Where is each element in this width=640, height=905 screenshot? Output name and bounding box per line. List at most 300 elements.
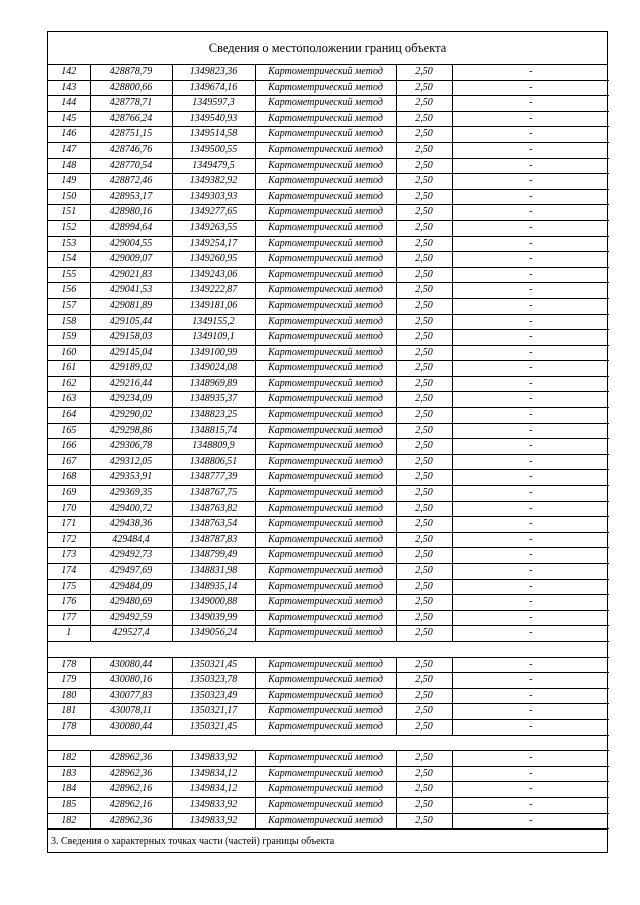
method-cell: Картометрический метод <box>255 595 396 611</box>
table-row <box>48 439 609 455</box>
description-cell: - <box>452 252 609 268</box>
method-cell: Картометрический метод <box>255 564 396 580</box>
description-cell: - <box>452 80 609 96</box>
table-row <box>48 111 609 127</box>
description-cell: - <box>452 96 609 112</box>
x-coordinate-cell: 428746,76 <box>90 142 172 158</box>
point-number-cell: 184 <box>48 782 90 798</box>
accuracy-cell: 2,50 <box>396 205 452 221</box>
table-row <box>48 782 609 798</box>
method-cell: Картометрический метод <box>255 298 396 314</box>
method-cell: Картометрический метод <box>255 813 396 829</box>
method-cell: Картометрический метод <box>255 392 396 408</box>
y-coordinate-cell: 1348823,25 <box>172 408 255 424</box>
table-row <box>48 610 609 626</box>
description-cell: - <box>452 704 609 720</box>
accuracy-cell: 2,50 <box>396 298 452 314</box>
accuracy-cell: 2,50 <box>396 470 452 486</box>
y-coordinate-cell: 1349833,92 <box>172 751 255 767</box>
accuracy-cell: 2,50 <box>396 330 452 346</box>
description-cell: - <box>452 486 609 502</box>
x-coordinate-cell: 428962,36 <box>90 751 172 767</box>
x-coordinate-cell: 429041,53 <box>90 283 172 299</box>
table-row <box>48 392 609 408</box>
y-coordinate-cell: 1348969,89 <box>172 376 255 392</box>
point-number-cell: 148 <box>48 158 90 174</box>
table-row <box>48 673 609 689</box>
method-cell: Картометрический метод <box>255 704 396 720</box>
point-number-cell: 170 <box>48 501 90 517</box>
point-number-cell: 173 <box>48 548 90 564</box>
accuracy-cell: 2,50 <box>396 579 452 595</box>
accuracy-cell: 2,50 <box>396 704 452 720</box>
x-coordinate-cell: 429492,73 <box>90 548 172 564</box>
point-number-cell: 161 <box>48 361 90 377</box>
point-number-cell: 178 <box>48 719 90 735</box>
x-coordinate-cell: 429492,59 <box>90 610 172 626</box>
point-number-cell: 160 <box>48 345 90 361</box>
x-coordinate-cell: 429369,35 <box>90 486 172 502</box>
accuracy-cell: 2,50 <box>396 142 452 158</box>
description-cell: - <box>452 267 609 283</box>
x-coordinate-cell: 429298,86 <box>90 423 172 439</box>
y-coordinate-cell: 1349382,92 <box>172 174 255 190</box>
accuracy-cell: 2,50 <box>396 158 452 174</box>
description-cell: - <box>452 564 609 580</box>
description-cell: - <box>452 392 609 408</box>
point-number-cell: 159 <box>48 330 90 346</box>
method-cell: Картометрический метод <box>255 486 396 502</box>
method-cell: Картометрический метод <box>255 579 396 595</box>
method-cell: Картометрический метод <box>255 314 396 330</box>
y-coordinate-cell: 1348799,49 <box>172 548 255 564</box>
point-number-cell: 155 <box>48 267 90 283</box>
y-coordinate-cell: 1348815,74 <box>172 423 255 439</box>
x-coordinate-cell: 428953,17 <box>90 189 172 205</box>
x-coordinate-cell: 428800,66 <box>90 80 172 96</box>
y-coordinate-cell: 1348935,37 <box>172 392 255 408</box>
y-coordinate-cell: 1349500,55 <box>172 142 255 158</box>
point-number-cell: 181 <box>48 704 90 720</box>
point-number-cell: 156 <box>48 283 90 299</box>
point-number-cell: 145 <box>48 111 90 127</box>
y-coordinate-cell: 1349263,55 <box>172 220 255 236</box>
point-number-cell: 168 <box>48 470 90 486</box>
table-row <box>48 751 609 767</box>
x-coordinate-cell: 429004,55 <box>90 236 172 252</box>
table-row <box>48 454 609 470</box>
x-coordinate-cell: 430078,11 <box>90 704 172 720</box>
description-cell: - <box>452 595 609 611</box>
description-cell: - <box>452 189 609 205</box>
accuracy-cell: 2,50 <box>396 501 452 517</box>
y-coordinate-cell: 1350321,17 <box>172 704 255 720</box>
y-coordinate-cell: 1349674,16 <box>172 80 255 96</box>
y-coordinate-cell: 1349056,24 <box>172 626 255 642</box>
table-row <box>48 142 609 158</box>
y-coordinate-cell: 1349833,92 <box>172 813 255 829</box>
y-coordinate-cell: 1349834,12 <box>172 766 255 782</box>
y-coordinate-cell: 1349823,36 <box>172 65 255 80</box>
accuracy-cell: 2,50 <box>396 252 452 268</box>
table-row <box>48 158 609 174</box>
table-row <box>48 267 609 283</box>
x-coordinate-cell: 429400,72 <box>90 501 172 517</box>
accuracy-cell: 2,50 <box>396 439 452 455</box>
x-coordinate-cell: 429158,03 <box>90 330 172 346</box>
y-coordinate-cell: 1348935,14 <box>172 579 255 595</box>
accuracy-cell: 2,50 <box>396 782 452 798</box>
point-number-cell: 180 <box>48 688 90 704</box>
x-coordinate-cell: 429234,09 <box>90 392 172 408</box>
y-coordinate-cell: 1349303,93 <box>172 189 255 205</box>
description-cell: - <box>452 345 609 361</box>
table-row <box>48 236 609 252</box>
point-number-cell: 175 <box>48 579 90 595</box>
method-cell: Картометрический метод <box>255 673 396 689</box>
accuracy-cell: 2,50 <box>396 361 452 377</box>
table-row <box>48 548 609 564</box>
table-row <box>48 220 609 236</box>
accuracy-cell: 2,50 <box>396 267 452 283</box>
point-number-cell: 169 <box>48 486 90 502</box>
method-cell: Картометрический метод <box>255 345 396 361</box>
accuracy-cell: 2,50 <box>396 96 452 112</box>
y-coordinate-cell: 1350321,45 <box>172 657 255 673</box>
point-number-cell: 152 <box>48 220 90 236</box>
description-cell: - <box>452 579 609 595</box>
method-cell: Картометрический метод <box>255 626 396 642</box>
method-cell: Картометрический метод <box>255 158 396 174</box>
accuracy-cell: 2,50 <box>396 220 452 236</box>
table-row <box>48 595 609 611</box>
y-coordinate-cell: 1349109,1 <box>172 330 255 346</box>
table-row <box>48 376 609 392</box>
accuracy-cell: 2,50 <box>396 283 452 299</box>
coordinates-table-body <box>48 65 609 829</box>
description-cell: - <box>452 782 609 798</box>
description-cell: - <box>452 439 609 455</box>
x-coordinate-cell: 428872,46 <box>90 174 172 190</box>
table-row <box>48 626 609 642</box>
x-coordinate-cell: 429353,91 <box>90 470 172 486</box>
method-cell: Картометрический метод <box>255 548 396 564</box>
method-cell: Картометрический метод <box>255 267 396 283</box>
y-coordinate-cell: 1349833,92 <box>172 797 255 813</box>
method-cell: Картометрический метод <box>255 111 396 127</box>
description-cell: - <box>452 142 609 158</box>
y-coordinate-cell: 1349834,12 <box>172 782 255 798</box>
accuracy-cell: 2,50 <box>396 813 452 829</box>
x-coordinate-cell: 429105,44 <box>90 314 172 330</box>
x-coordinate-cell: 429021,83 <box>90 267 172 283</box>
description-cell: - <box>452 205 609 221</box>
accuracy-cell: 2,50 <box>396 595 452 611</box>
table-row <box>48 688 609 704</box>
table-row <box>48 470 609 486</box>
description-cell: - <box>452 719 609 735</box>
accuracy-cell: 2,50 <box>396 751 452 767</box>
method-cell: Картометрический метод <box>255 174 396 190</box>
y-coordinate-cell: 1350323,78 <box>172 673 255 689</box>
method-cell: Картометрический метод <box>255 719 396 735</box>
table-row <box>48 189 609 205</box>
description-cell: - <box>452 766 609 782</box>
boundary-sheet <box>47 31 608 853</box>
y-coordinate-cell: 1349000,88 <box>172 595 255 611</box>
y-coordinate-cell: 1349181,06 <box>172 298 255 314</box>
y-coordinate-cell: 1349155,2 <box>172 314 255 330</box>
description-cell: - <box>452 158 609 174</box>
description-cell: - <box>452 657 609 673</box>
point-number-cell: 157 <box>48 298 90 314</box>
x-coordinate-cell: 429081,89 <box>90 298 172 314</box>
point-number-cell: 167 <box>48 454 90 470</box>
y-coordinate-cell: 1349260,95 <box>172 252 255 268</box>
point-number-cell: 142 <box>48 65 90 80</box>
method-cell: Картометрический метод <box>255 408 396 424</box>
method-cell: Картометрический метод <box>255 65 396 80</box>
y-coordinate-cell: 1349039,99 <box>172 610 255 626</box>
method-cell: Картометрический метод <box>255 751 396 767</box>
description-cell: - <box>452 220 609 236</box>
description-cell: - <box>452 454 609 470</box>
table-row <box>48 345 609 361</box>
method-cell: Картометрический метод <box>255 797 396 813</box>
table-row <box>48 298 609 314</box>
x-coordinate-cell: 428994,64 <box>90 220 172 236</box>
accuracy-cell: 2,50 <box>396 564 452 580</box>
y-coordinate-cell: 1348777,39 <box>172 470 255 486</box>
x-coordinate-cell: 429497,69 <box>90 564 172 580</box>
description-cell: - <box>452 797 609 813</box>
method-cell: Картометрический метод <box>255 252 396 268</box>
x-coordinate-cell: 429290,02 <box>90 408 172 424</box>
x-coordinate-cell: 428878,79 <box>90 65 172 80</box>
accuracy-cell: 2,50 <box>396 517 452 533</box>
method-cell: Картометрический метод <box>255 142 396 158</box>
method-cell: Картометрический метод <box>255 657 396 673</box>
y-coordinate-cell: 1349597,3 <box>172 96 255 112</box>
section-separator <box>48 641 609 657</box>
table-row <box>48 65 609 80</box>
table-row <box>48 532 609 548</box>
y-coordinate-cell: 1349024,08 <box>172 361 255 377</box>
accuracy-cell: 2,50 <box>396 80 452 96</box>
accuracy-cell: 2,50 <box>396 111 452 127</box>
y-coordinate-cell: 1348763,54 <box>172 517 255 533</box>
accuracy-cell: 2,50 <box>396 610 452 626</box>
method-cell: Картометрический метод <box>255 80 396 96</box>
method-cell: Картометрический метод <box>255 189 396 205</box>
table-row <box>48 719 609 735</box>
accuracy-cell: 2,50 <box>396 548 452 564</box>
method-cell: Картометрический метод <box>255 454 396 470</box>
x-coordinate-cell: 428962,36 <box>90 766 172 782</box>
y-coordinate-cell: 1349514,58 <box>172 127 255 143</box>
table-row <box>48 501 609 517</box>
y-coordinate-cell: 1348767,75 <box>172 486 255 502</box>
y-coordinate-cell: 1349277,65 <box>172 205 255 221</box>
method-cell: Картометрический метод <box>255 96 396 112</box>
table-row <box>48 205 609 221</box>
description-cell: - <box>452 517 609 533</box>
point-number-cell: 146 <box>48 127 90 143</box>
point-number-cell: 172 <box>48 532 90 548</box>
point-number-cell: 182 <box>48 813 90 829</box>
x-coordinate-cell: 430077,83 <box>90 688 172 704</box>
y-coordinate-cell: 1350321,45 <box>172 719 255 735</box>
table-row <box>48 174 609 190</box>
point-number-cell: 158 <box>48 314 90 330</box>
x-coordinate-cell: 429312,05 <box>90 454 172 470</box>
coordinates-table <box>48 65 609 829</box>
description-cell: - <box>452 548 609 564</box>
x-coordinate-cell: 430080,44 <box>90 657 172 673</box>
x-coordinate-cell: 428962,36 <box>90 813 172 829</box>
method-cell: Картометрический метод <box>255 127 396 143</box>
separator-cell <box>48 641 609 657</box>
description-cell: - <box>452 236 609 252</box>
description-cell: - <box>452 501 609 517</box>
table-row <box>48 252 609 268</box>
point-number-cell: 144 <box>48 96 90 112</box>
separator-cell <box>48 735 609 751</box>
point-number-cell: 171 <box>48 517 90 533</box>
table-row <box>48 517 609 533</box>
accuracy-cell: 2,50 <box>396 408 452 424</box>
point-number-cell: 177 <box>48 610 90 626</box>
point-number-cell: 183 <box>48 766 90 782</box>
point-number-cell: 143 <box>48 80 90 96</box>
accuracy-cell: 2,50 <box>396 423 452 439</box>
accuracy-cell: 2,50 <box>396 127 452 143</box>
accuracy-cell: 2,50 <box>396 65 452 80</box>
y-coordinate-cell: 1348809,9 <box>172 439 255 455</box>
point-number-cell: 163 <box>48 392 90 408</box>
y-coordinate-cell: 1349222,87 <box>172 283 255 299</box>
y-coordinate-cell: 1349254,17 <box>172 236 255 252</box>
point-number-cell: 182 <box>48 751 90 767</box>
table-row <box>48 96 609 112</box>
method-cell: Картометрический метод <box>255 766 396 782</box>
accuracy-cell: 2,50 <box>396 673 452 689</box>
accuracy-cell: 2,50 <box>396 719 452 735</box>
table-row <box>48 423 609 439</box>
x-coordinate-cell: 429484,09 <box>90 579 172 595</box>
point-number-cell: 153 <box>48 236 90 252</box>
table-row <box>48 704 609 720</box>
description-cell: - <box>452 65 609 80</box>
x-coordinate-cell: 429527,4 <box>90 626 172 642</box>
description-cell: - <box>452 330 609 346</box>
table-row <box>48 564 609 580</box>
point-number-cell: 166 <box>48 439 90 455</box>
method-cell: Картометрический метод <box>255 501 396 517</box>
point-number-cell: 165 <box>48 423 90 439</box>
section-footer: 3. Сведения о характерных точках части (частей) границы объекта <box>48 829 607 852</box>
point-number-cell: 149 <box>48 174 90 190</box>
y-coordinate-cell: 1349479,5 <box>172 158 255 174</box>
description-cell: - <box>452 127 609 143</box>
point-number-cell: 151 <box>48 205 90 221</box>
description-cell: - <box>452 361 609 377</box>
description-cell: - <box>452 470 609 486</box>
y-coordinate-cell: 1349100,99 <box>172 345 255 361</box>
accuracy-cell: 2,50 <box>396 486 452 502</box>
accuracy-cell: 2,50 <box>396 454 452 470</box>
accuracy-cell: 2,50 <box>396 345 452 361</box>
method-cell: Картометрический метод <box>255 610 396 626</box>
description-cell: - <box>452 751 609 767</box>
description-cell: - <box>452 298 609 314</box>
method-cell: Картометрический метод <box>255 361 396 377</box>
description-cell: - <box>452 283 609 299</box>
table-row <box>48 330 609 346</box>
point-number-cell: 1 <box>48 626 90 642</box>
y-coordinate-cell: 1348763,82 <box>172 501 255 517</box>
x-coordinate-cell: 429306,78 <box>90 439 172 455</box>
x-coordinate-cell: 429480,69 <box>90 595 172 611</box>
description-cell: - <box>452 111 609 127</box>
method-cell: Картометрический метод <box>255 205 396 221</box>
point-number-cell: 178 <box>48 657 90 673</box>
x-coordinate-cell: 430080,16 <box>90 673 172 689</box>
description-cell: - <box>452 673 609 689</box>
point-number-cell: 147 <box>48 142 90 158</box>
accuracy-cell: 2,50 <box>396 626 452 642</box>
description-cell: - <box>452 376 609 392</box>
point-number-cell: 154 <box>48 252 90 268</box>
method-cell: Картометрический метод <box>255 423 396 439</box>
accuracy-cell: 2,50 <box>396 766 452 782</box>
method-cell: Картометрический метод <box>255 376 396 392</box>
method-cell: Картометрический метод <box>255 532 396 548</box>
description-cell: - <box>452 626 609 642</box>
table-row <box>48 657 609 673</box>
x-coordinate-cell: 429009,07 <box>90 252 172 268</box>
method-cell: Картометрический метод <box>255 782 396 798</box>
x-coordinate-cell: 430080,44 <box>90 719 172 735</box>
x-coordinate-cell: 428980,16 <box>90 205 172 221</box>
table-row <box>48 766 609 782</box>
table-row <box>48 797 609 813</box>
method-cell: Картометрический метод <box>255 470 396 486</box>
description-cell: - <box>452 813 609 829</box>
x-coordinate-cell: 428766,24 <box>90 111 172 127</box>
table-row <box>48 813 609 829</box>
description-cell: - <box>452 688 609 704</box>
x-coordinate-cell: 429189,02 <box>90 361 172 377</box>
accuracy-cell: 2,50 <box>396 314 452 330</box>
x-coordinate-cell: 428751,15 <box>90 127 172 143</box>
section-separator <box>48 735 609 751</box>
accuracy-cell: 2,50 <box>396 236 452 252</box>
point-number-cell: 176 <box>48 595 90 611</box>
accuracy-cell: 2,50 <box>396 189 452 205</box>
method-cell: Картометрический метод <box>255 688 396 704</box>
y-coordinate-cell: 1348831,98 <box>172 564 255 580</box>
page-title: Сведения о местоположении границ объекта <box>48 32 607 65</box>
x-coordinate-cell: 429216,44 <box>90 376 172 392</box>
accuracy-cell: 2,50 <box>396 657 452 673</box>
point-number-cell: 164 <box>48 408 90 424</box>
method-cell: Картометрический метод <box>255 283 396 299</box>
description-cell: - <box>452 408 609 424</box>
point-number-cell: 162 <box>48 376 90 392</box>
accuracy-cell: 2,50 <box>396 532 452 548</box>
accuracy-cell: 2,50 <box>396 376 452 392</box>
